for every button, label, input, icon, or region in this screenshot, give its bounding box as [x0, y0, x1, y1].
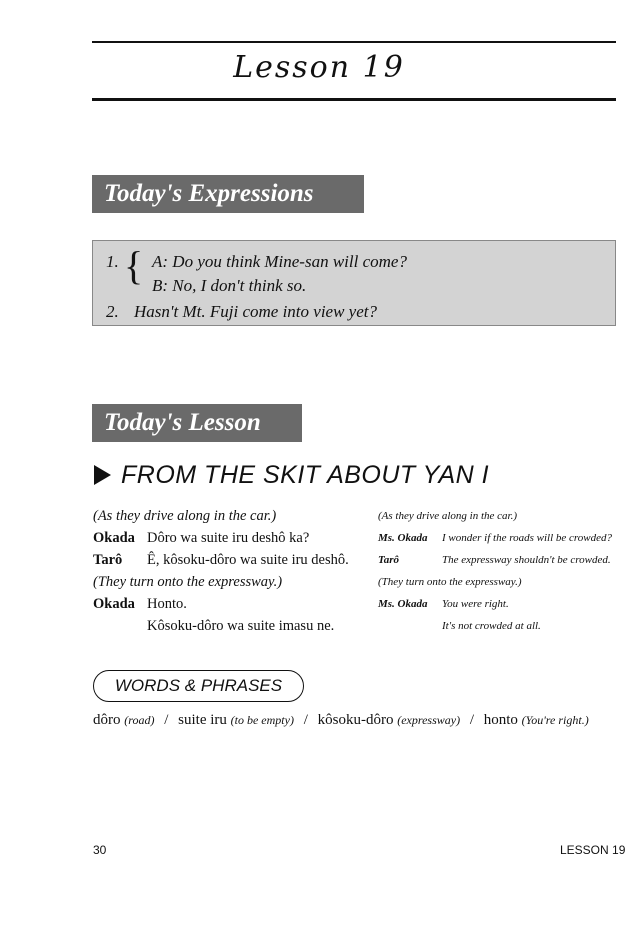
brace-icon: {	[124, 243, 144, 288]
word-separator: /	[164, 712, 169, 728]
words-phrases-list	[93, 712, 589, 729]
todays-lesson-banner: Today's Lesson	[92, 404, 302, 442]
expression-1-number: 1.	[106, 252, 119, 271]
word-gloss: (You're right.)	[521, 713, 589, 727]
word-term: honto	[483, 712, 518, 728]
words-phrases-heading: WORDS & PHRASES	[93, 670, 304, 702]
expression-1a: A: Do you think Mine-san will come?	[152, 252, 407, 271]
jp-stage-direction-2: (They turn onto the expressway.)	[93, 574, 283, 590]
triangle-arrow-icon	[94, 465, 111, 485]
jp-speaker: Okada	[93, 530, 135, 546]
jp-speaker: Okada	[93, 596, 135, 612]
jp-text: Ê, kôsoku-dôro wa suite iru deshô.	[147, 552, 349, 568]
word-gloss: (road)	[124, 713, 155, 727]
running-title: LESSON 19	[560, 843, 626, 857]
word-term: dôro	[93, 712, 121, 728]
en-speaker: Ms. Okada	[378, 532, 428, 544]
word-gloss: (to be empty)	[230, 713, 294, 727]
en-line-okada-3: It's not crowded at all.	[442, 620, 541, 632]
expression-1b: B: No, I don't think so.	[152, 276, 307, 295]
word-term: suite iru	[178, 712, 227, 728]
skit-title	[94, 461, 489, 490]
todays-expressions-banner: Today's Expressions	[92, 175, 364, 213]
skit-title-text: FROM THE SKIT ABOUT YAN I	[121, 461, 490, 489]
en-text: The expressway shouldn't be crowded.	[442, 554, 611, 566]
lesson-title: Lesson 19	[233, 50, 405, 85]
bottom-rule	[92, 98, 616, 101]
top-rule	[92, 41, 616, 43]
jp-text: Dôro wa suite iru deshô ka?	[147, 530, 310, 546]
expression-2-number: 2.	[106, 302, 119, 321]
jp-line-okada-3: Kôsoku-dôro wa suite imasu ne.	[147, 618, 335, 634]
page-number: 30	[93, 843, 107, 857]
word-separator: /	[469, 712, 474, 728]
en-stage-direction-1: (As they drive along in the car.)	[378, 510, 517, 522]
word-term: kôsoku-dôro	[317, 712, 394, 728]
en-text: You were right.	[442, 598, 509, 610]
jp-text: Honto.	[147, 596, 187, 612]
en-speaker: Ms. Okada	[378, 598, 428, 610]
word-gloss: (expressway)	[397, 713, 461, 727]
expression-2: Hasn't Mt. Fuji come into view yet?	[134, 302, 377, 321]
en-stage-direction-2: (They turn onto the expressway.)	[378, 576, 522, 588]
jp-stage-direction-1: (As they drive along in the car.)	[93, 508, 277, 524]
jp-speaker: Tarô	[93, 552, 123, 568]
en-speaker: Tarô	[378, 554, 399, 566]
en-text: I wonder if the roads will be crowded?	[442, 532, 612, 544]
word-separator: /	[303, 712, 308, 728]
